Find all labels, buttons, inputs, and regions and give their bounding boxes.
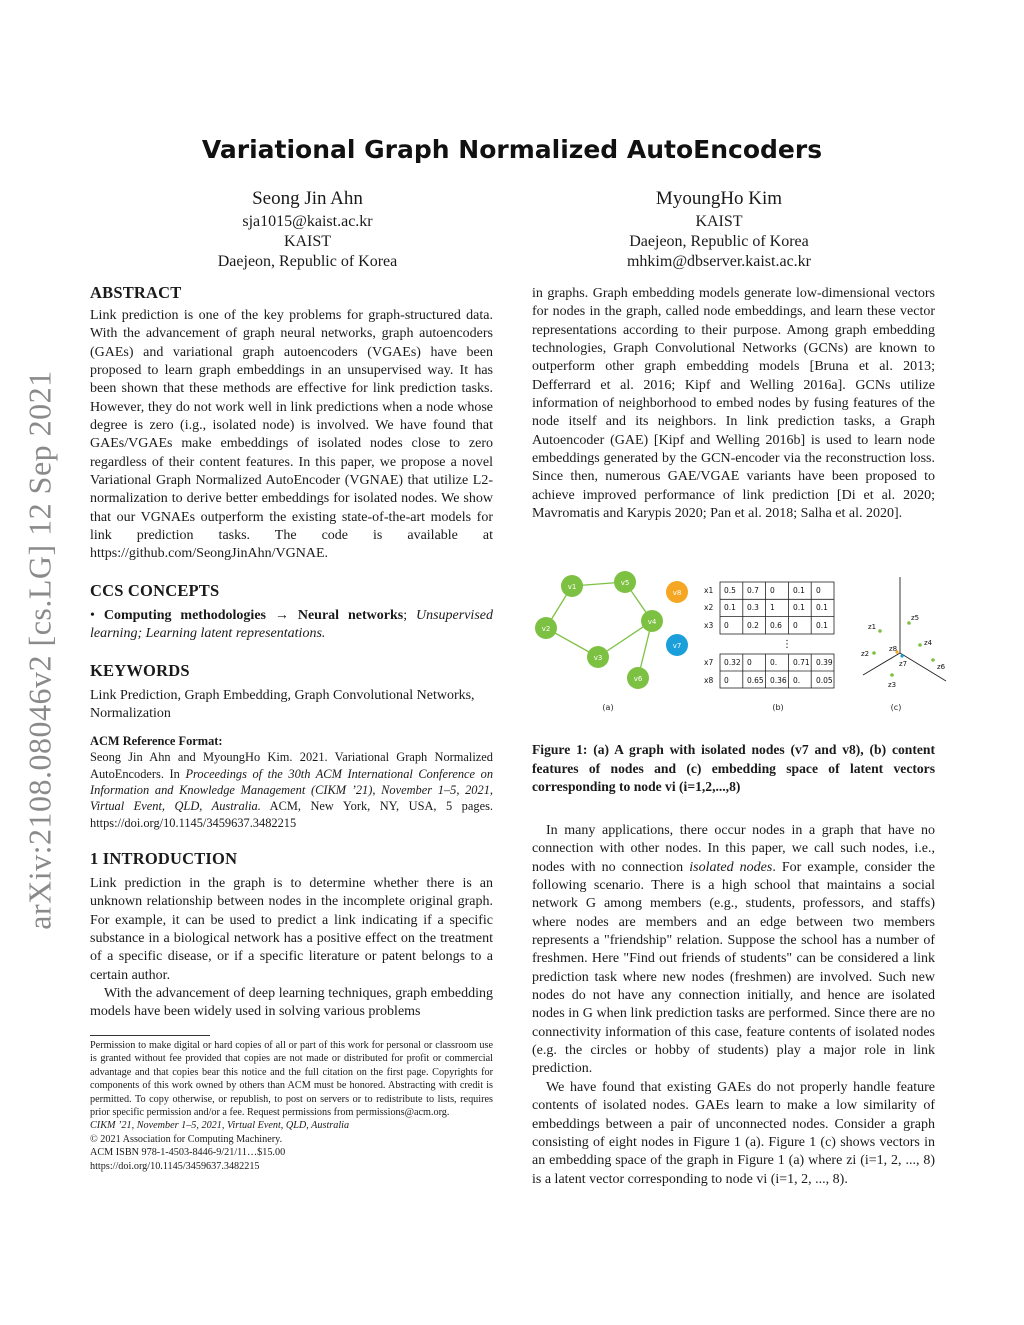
abstract-text: Link prediction is one of the key problems for graph-structured data. With the advancement of graph neural networks, graph autoencoders (GAEs) and variational graph autoencoders (VGAEs) have been proposed to learn graph embeddings in an unsupervised way. It has been shown that these methods are effective for link prediction tasks. However, they do not work well in link predictions when a node whose degree is zero (i.g., isolated node) is involved. We have found that GAEs/VGAEs make embeddings of isolated nodes close to zero regardless of their content features. In this paper, we propose a novel Variational Graph Normalized AutoEncoder (VGNAE) that utilize L2-normalization to derive better embeddings for isolated nodes. We show that our VGNAEs outperform the existing state-of-the-art models for link prediction tasks. The code is available at https://github.com/SeongJinAhn/VGNAE. [90,308,493,562]
table-cell: 0.65 [747,676,764,685]
embedding-point [878,629,882,633]
table-cell: 0.1 [793,586,805,595]
z-label: z1 [868,623,877,631]
table-cell: 0 [724,621,729,630]
author-line: mhkim@dbserver.kaist.ac.kr [626,253,812,270]
intro-paragraph-1: Link prediction in the graph is to determine whether there is an unknown relationship between nodes in the incomplete original graph. For example, it can be used to predict a link indicating if a specific substance in a biological network has a positive effect on the treatment of a specific disease, or if a specific literature or patent belongs to a certain author. [90,875,493,983]
node-label: v4 [647,618,657,626]
right-column-bottom [532,822,935,1189]
table-cell: 0 [816,586,821,595]
table-cell: 0.36 [770,676,787,685]
table-cell: 0.1 [793,603,805,612]
table-cell: 0.71 [793,658,810,667]
isbn-line: ACM ISBN 978-1-4503-8446-9/21/11…$15.00 [90,1147,286,1159]
author-block-2 [598,186,840,272]
figure-1 [528,565,948,715]
table-cell: 0.32 [724,658,741,667]
arxiv-id: arXiv:2108.08046v2 [cs.LG] 12 Sep 2021 [21,370,58,930]
author-block-1 [190,186,425,272]
table-cell: 0.5 [724,586,736,595]
table-cell: 0.6 [770,621,782,630]
ccs-heading: CCS CONCEPTS [90,580,220,600]
z-label: z6 [937,663,946,671]
keywords-text: Link Prediction, Graph Embedding, Graph Convolutional Networks, Normalization [90,687,475,721]
table-ellipsis: ⋮ [782,639,792,650]
right-paragraph-3: We have found that existing GAEs do not properly handle feature contents of isolated nodes. GAEs learn to make a low similarity of embeddings between a pair of unconnected nodes. Consider a graph consisting of eight nodes in Figure 1 (a). Figure 1 (c) shows vectors in an embedding space of the graph in Figure 1 (a) where zi (i=1, 2, ..., 8) is a latent vector corresponding to node vi (i=1, 2, ..., 8). [532,1079,935,1187]
ccs-bullet: • [90,607,95,623]
table-cell: 0. [770,658,778,667]
label-a: (a) [602,703,614,712]
footnote [90,1039,493,1173]
table-cell: 0 [747,658,752,667]
ccs-italic: Unsupervised learning; Learning latent representations. [90,607,493,642]
table-cell: 1 [770,603,775,612]
node-label: v1 [567,583,577,591]
left-column [90,283,493,1022]
right-column-top [532,285,935,523]
permission-text: Permission to make digital or hard copies of all or part of this work for personal or classroom use is granted without fee provided that copies are not made or distributed for profit or commercial advantage and that copies bear this notice and the full citation on the first page. Copyrights for components of this work owned by others than ACM must be honored. Abstracting with credit is permitted. To copy otherwise, or republish, to post on servers or to redistribute to lists, requires prior specific permission and/or a fee. Request permissions from permissions@acm.org. [90,1040,493,1119]
copyright-line: © 2021 Association for Computing Machinery. [90,1133,283,1145]
figure-caption: Figure 1: (a) A graph with isolated nodes (v7 and v8), (b) content features of nodes and (c) embedding space of latent vectors corresponding to node vi (i=1,2,...,8) [532,742,935,794]
footnote-rule [90,1035,210,1036]
label-c: (c) [890,703,902,712]
intro-heading: 1 INTRODUCTION [90,848,238,868]
author-line: sja1015@kaist.ac.kr [242,213,373,230]
table-cell: 0.1 [816,603,828,612]
table-cell: 0.05 [816,676,833,685]
row-label: x3 [704,621,714,630]
row-label: x8 [704,676,714,685]
ccs-bold: Computing methodologies → Neural networks [103,607,404,623]
embedding-point [931,658,935,662]
venue-line: CIKM ’21, November 1–5, 2021, Virtual Event, QLD, Australia [90,1120,350,1132]
acm-ref-heading: ACM Reference Format: [90,734,223,749]
intro-paragraph-2: With the advancement of deep learning techniques, graph embedding models have been widely used in solving various problems [90,986,493,1020]
keywords-heading: KEYWORDS [90,660,190,680]
label-b: (b) [772,703,784,712]
embedding-point [872,651,876,655]
ccs-text: • Computing methodologies → Neural networks; Unsupervised learning; Learning latent representations. [90,607,493,642]
table-cell: 0.7 [747,586,759,595]
feature-table [704,582,834,688]
author-line: KAIST [283,233,332,250]
row-label: x2 [704,603,714,612]
table-cell: 0. [793,676,801,685]
table-cell: 0 [724,676,729,685]
row-label: x1 [704,586,714,595]
author-line: Daejeon, Republic of Korea [217,253,398,270]
node-label: v2 [541,625,551,633]
abstract-heading: ABSTRACT [90,283,182,302]
author-name: MyoungHo Kim [655,188,783,209]
author-line: Daejeon, Republic of Korea [629,233,809,250]
table-cell: 0.1 [724,603,736,612]
embedding-point [918,643,922,647]
table-cell: 0 [770,586,775,595]
z-label: z3 [888,681,897,689]
author-line: KAIST [695,213,743,230]
doi-line: https://doi.org/10.1145/3459637.3482215 [90,1160,260,1172]
z-label: z5 [911,614,920,622]
node-label: v8 [672,589,682,597]
z-label: z2 [861,650,870,658]
table-cell: 0.39 [816,658,833,667]
node-label: v3 [593,654,603,662]
z-label: z8 [889,645,898,653]
table-cell: 0.3 [747,603,759,612]
figure-graphic [528,565,948,715]
author-name: Seong Jin Ahn [252,188,363,209]
table-cell: 0.2 [747,621,759,630]
paper-title: Variational Graph Normalized AutoEncoders [201,135,823,164]
node-label: v5 [620,579,630,587]
z-label: z7 [899,660,908,668]
acm-ref-text: Seong Jin Ahn and MyoungHo Kim. 2021. Variational Graph Normalized AutoEncoders. In Proceedings of the 30th ACM International Conference on Information and Knowledge Management (CIKM ’21), November 1–5, 2021, Virtual Event, QLD, Australia. ACM, New York, NY, USA, 5 pages. https://doi.org/10.1145/3459637.3482215 [90,750,494,830]
right-paragraph-1: in graphs. Graph embedding models generate low-dimensional vectors for nodes in the graph, called node embeddings, and learn these vector representations according to their purpose. Among graph embedding technologies, Graph Convolutional Networks (GCNs) are known to outperform other graph embedding models [Bruna et al. 2013; Defferrard et al. 2016; Kipf and Welling 2016a]. GCNs utilize information of neighborhood to embed nodes by fusing features of the node itself and its neighbors. In link prediction tasks, a Graph Autoencoder (GAE) [Kipf and Welling 2016b] is used to learn node embeddings generated by the GCN-encoder via the reconstruction loss. Since then, numerous GAE/VGAE variants have been proposed to achieve improved performance of link prediction [Di et al. 2020; Mavromatis and Karypis 2020; Pan et al. 2018; Salha et al. 2020]. [532,286,935,522]
embedding-point [890,673,894,677]
node-label: v6 [633,675,643,683]
row-label: x7 [704,658,714,667]
embedding-point [900,654,903,657]
node-label: v7 [672,642,682,650]
table-cell: 0.1 [816,621,828,630]
table-cell: 0 [793,621,798,630]
right-paragraph-2: In many applications, there occur nodes in a graph that have no connection with other nodes. In this paper, we call such nodes, i.e., nodes with no connection isolated nodes. For example, consider the following scenario. There is a high school that maintains a social network G among members (e.g., students, professors, and staffs) where nodes are members and an edge between two members represents a "friendship" relation. Suppose the school has a number of freshmen. Here "Find out friends of students" can be considered a link prediction task where new nodes (freshmen) are involved. Such new nodes do not have any connection initially, and hence are isolated nodes in G when link prediction tasks are performed. Since there are no connectivity information of this case, feature contents of isolated nodes (e.g. the circles or hobby of students) play a major role in link prediction. [532,823,935,1077]
arxiv-sidebar [10,350,70,950]
z-label: z4 [924,639,933,647]
